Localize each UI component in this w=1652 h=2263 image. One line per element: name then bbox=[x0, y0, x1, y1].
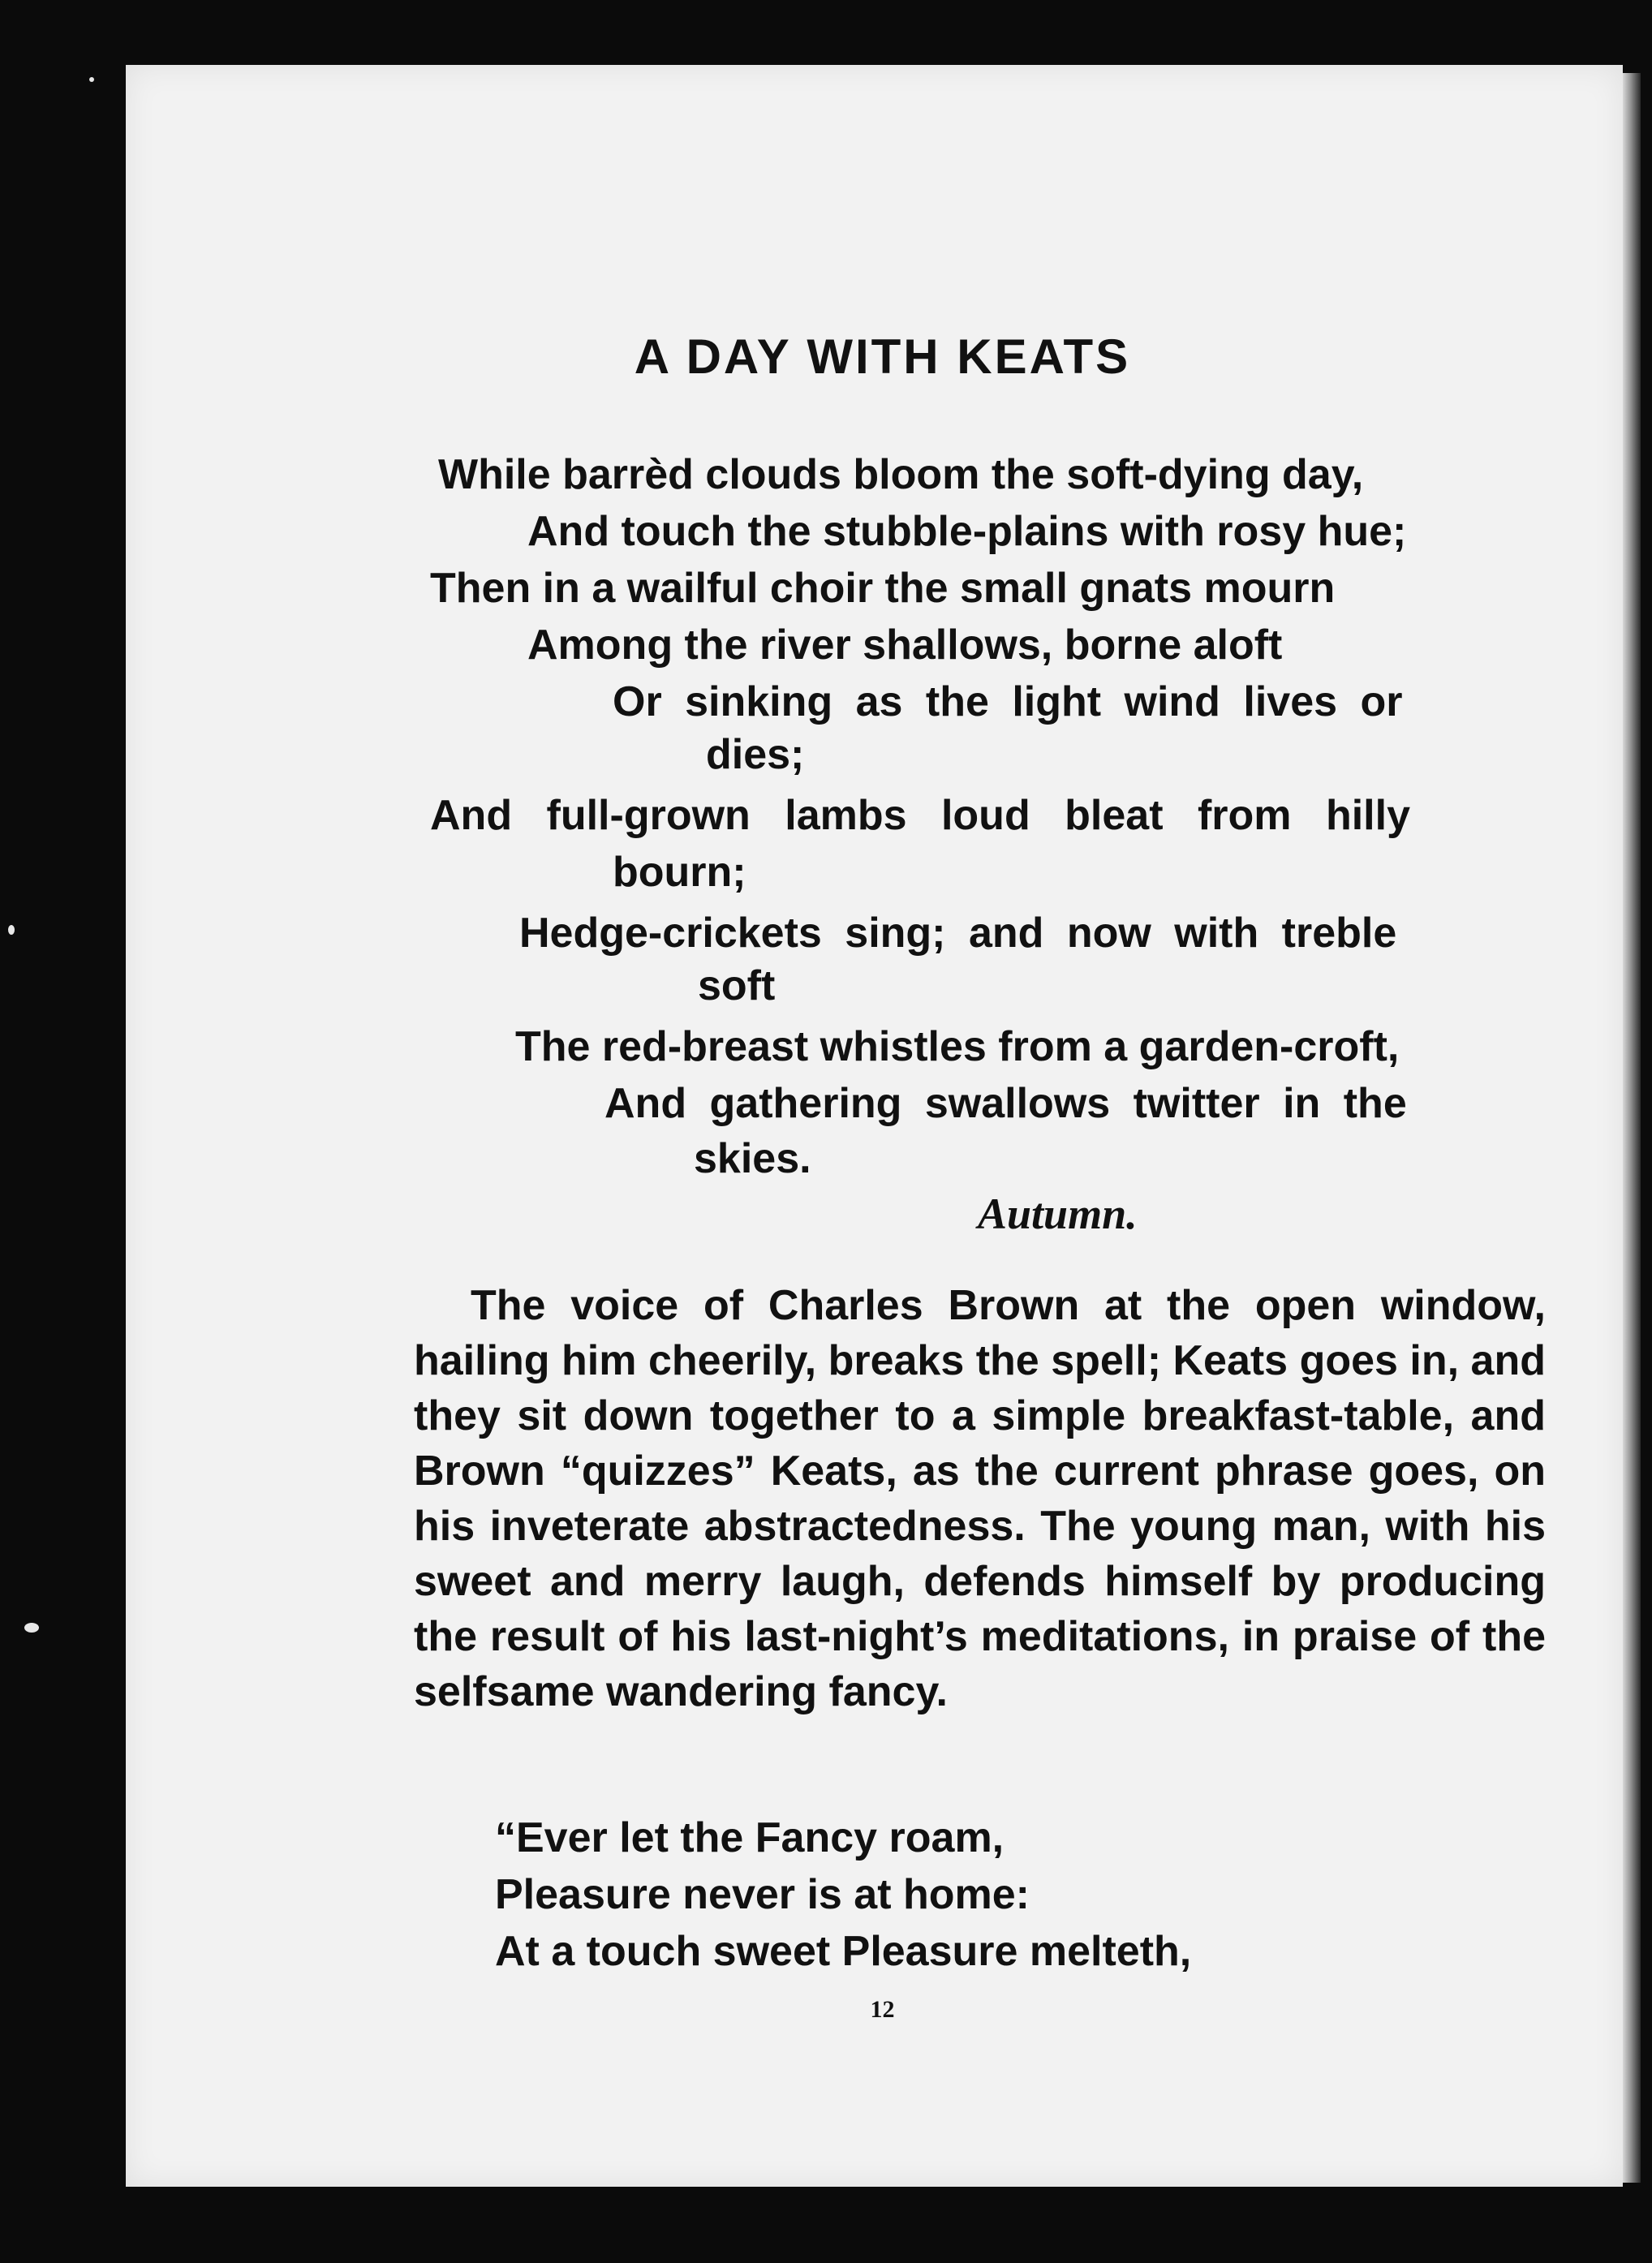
book-page bbox=[126, 65, 1623, 2187]
poem-line: dies; bbox=[706, 731, 805, 778]
verse-line: At a touch sweet Pleasure melteth, bbox=[495, 1928, 1192, 1975]
dust-speck bbox=[89, 77, 94, 82]
poem-line: Or sinking as the light wind lives or bbox=[613, 678, 1403, 725]
dust-speck bbox=[8, 925, 15, 935]
page-edge-shadow bbox=[1623, 73, 1641, 2183]
verse-line: Pleasure never is at home: bbox=[495, 1871, 1030, 1918]
page-number: 12 bbox=[870, 1996, 895, 2023]
page-title: A DAY WITH KEATS bbox=[634, 329, 1131, 384]
poem-line: And gathering swallows twitter in the bbox=[604, 1080, 1407, 1127]
verse-line: “Ever let the Fancy roam, bbox=[495, 1814, 1005, 1861]
poem-line: And touch the stubble-plains with rosy hue; bbox=[527, 508, 1407, 555]
poem-line: Then in a wailful choir the small gnats mourn bbox=[430, 565, 1336, 612]
poem-line: Among the river shallows, borne aloft bbox=[527, 622, 1283, 669]
poem-line: And full-grown lambs loud bleat from hilly bbox=[430, 792, 1410, 839]
poem-line: The red-breast whistles from a garden-croft, bbox=[515, 1023, 1400, 1070]
poem-line: skies. bbox=[694, 1135, 811, 1182]
poem-source: Autumn. bbox=[978, 1190, 1138, 1238]
poem-line: While barrèd clouds bloom the soft-dying day, bbox=[438, 451, 1364, 498]
dust-speck bbox=[24, 1623, 39, 1633]
poem-line: bourn; bbox=[613, 849, 746, 896]
prose-paragraph: The voice of Charles Brown at the open window, hailing him cheerily, breaks the spell; Keats goes in, and they sit down together to a simple breakfast-table, and Brown “quizzes” Keats, as the current phrase goes, on his inveterate abstractedness. The young man, with his sweet and merry laugh, defends himself by producing the result of his last-night’s meditations, in praise of the selfsame wandering fancy. bbox=[414, 1282, 1546, 1715]
poem-line: Hedge-crickets sing; and now with treble bbox=[519, 910, 1397, 957]
poem-line: soft bbox=[698, 962, 776, 1009]
